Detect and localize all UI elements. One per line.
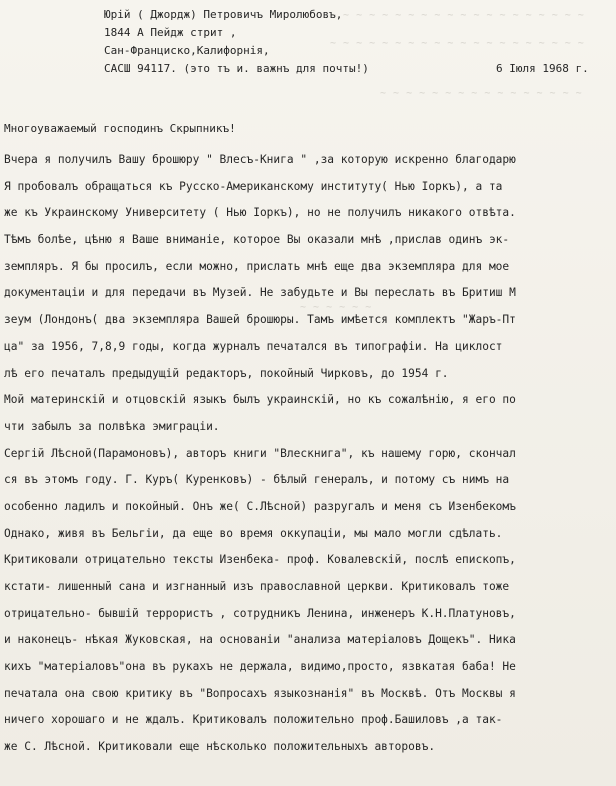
body-line: чти забылъ за полвѣка эмиграціи.: [4, 419, 220, 433]
body-line: же С. Лѣсной. Критиковали еще нѣсколько положительныхъ авторовъ.: [4, 740, 436, 754]
body-line: Я пробовалъ обращаться къ Русско-Американскому институту( Нью Іоркъ), а та: [4, 179, 503, 193]
bleed-through-marks: ~ ~ ~ ~ ~ ~ ~ ~ ~ ~ ~ ~ ~ ~ ~ ~ ~ ~ ~ ~: [330, 38, 585, 49]
body-line: земпляръ. Я бы просилъ, если можно, прислать мнѣ еще два экземпляра для мое: [4, 259, 510, 273]
body-line: кстати- лишенный сана и изгнанный изъ православной церкви. Критиковалъ тоже: [4, 580, 510, 593]
body-line: ничего хорошаго и не ждалъ. Критиковалъ положительно проф.Башиловъ ,а так-: [4, 713, 503, 727]
body-line: Критиковали отрицательно тексты Изенбека- проф. Ковалевскій, послѣ епископъ,: [4, 553, 516, 567]
body-line: Вчера я получилъ Вашу брошюру " Влесъ-Книга " ,за которую искренно благодарю: [4, 153, 516, 166]
body-line: печатала она свою критику въ "Вопросахъ языкознанія" въ Москвѣ. Отъ Москвы я: [4, 686, 516, 700]
bleed-through-marks: ~ ~ ~ ~ ~ ~ ~ ~ ~ ~ ~ ~ ~ ~ ~ ~: [380, 88, 583, 99]
letter-body: [4, 147, 616, 761]
salutation: Многоуважаемый господинъ Скрыпникъ!: [4, 122, 236, 135]
sender-name: Юрій ( Джордж) Петровичъ Миролюбовъ,: [104, 8, 343, 21]
body-line: Сергій Лѣсной(Парамоновъ), авторъ книги "Влескнига", къ нашему горю, скончал: [4, 446, 516, 460]
body-line: Однако, живя въ Бельгіи, да еще во время оккупаціи, мы мало могли сдѣлать.: [4, 526, 503, 540]
body-line: особенно ладилъ и покойный. Онъ же( С.Лѣсной) разругалъ и меня съ Изенбекомъ: [4, 499, 516, 513]
sender-zip: САСШ 94117. (это тъ и. важнъ для почты!): [104, 62, 369, 75]
body-line: ца" за 1956, 7,8,9 годы, когда журналъ печатался въ типографіи. На циклост: [4, 339, 503, 353]
body-line: зеум (Лондонъ( два экземпляра Вашей брошюры. Тамъ имѣется комплектъ "Жаръ-Пт: [4, 313, 516, 327]
letter-date: 6 Іюля 1968 г.: [496, 62, 589, 75]
bleed-through-marks: ~ ~ ~ ~ ~ ~ ~ ~ ~ ~ ~ ~ ~ ~ ~ ~ ~ ~ ~ ~: [330, 10, 585, 21]
body-line: кихъ "матеріаловъ"она въ рукахъ не держала, видимо,просто, язвкатая баба! Не: [4, 660, 516, 674]
body-line: ся въ этомъ году. Г. Куръ( Куренковъ) - бѣлый генералъ, и потому съ нимъ на: [4, 473, 510, 487]
body-line: Тѣмъ болѣе, цѣню я Ваше вниманіе, которое Вы оказали мнѣ ,прислав одинъ эк-: [4, 233, 510, 247]
bleed-through-marks: ~ ~ ~ ~ ~ ~: [300, 302, 372, 313]
sender-street: 1844 А Пейдж стрит ,: [104, 26, 237, 39]
sender-city: Сан-Франциско,Калифорнія,: [104, 44, 270, 57]
body-line: документаціи и для передачи въ Музей. Не забудьте и Вы переслать въ Бритиш М: [4, 286, 516, 300]
body-line: Мой материнскій и отцовскій языкъ былъ украинскій, но къ сожалѣнію, я его по: [4, 393, 516, 407]
body-line: же къ Украинскому Университету ( Нью Іоркъ), но не получилъ никакого отвѣта.: [4, 206, 516, 220]
body-line: и наконецъ- нѣкая Жуковская, на основаніи "анализа матеріаловъ Дощекъ". Ника: [4, 633, 516, 647]
letter-header: [104, 6, 589, 78]
body-line: отрицательно- бывшій террористъ , сотрудникъ Ленина, инженеръ К.Н.Платуновъ,: [4, 606, 516, 620]
body-line: лѣ его печаталъ предыдущій редакторъ, покойный Чирковъ, до 1954 г.: [4, 366, 449, 380]
